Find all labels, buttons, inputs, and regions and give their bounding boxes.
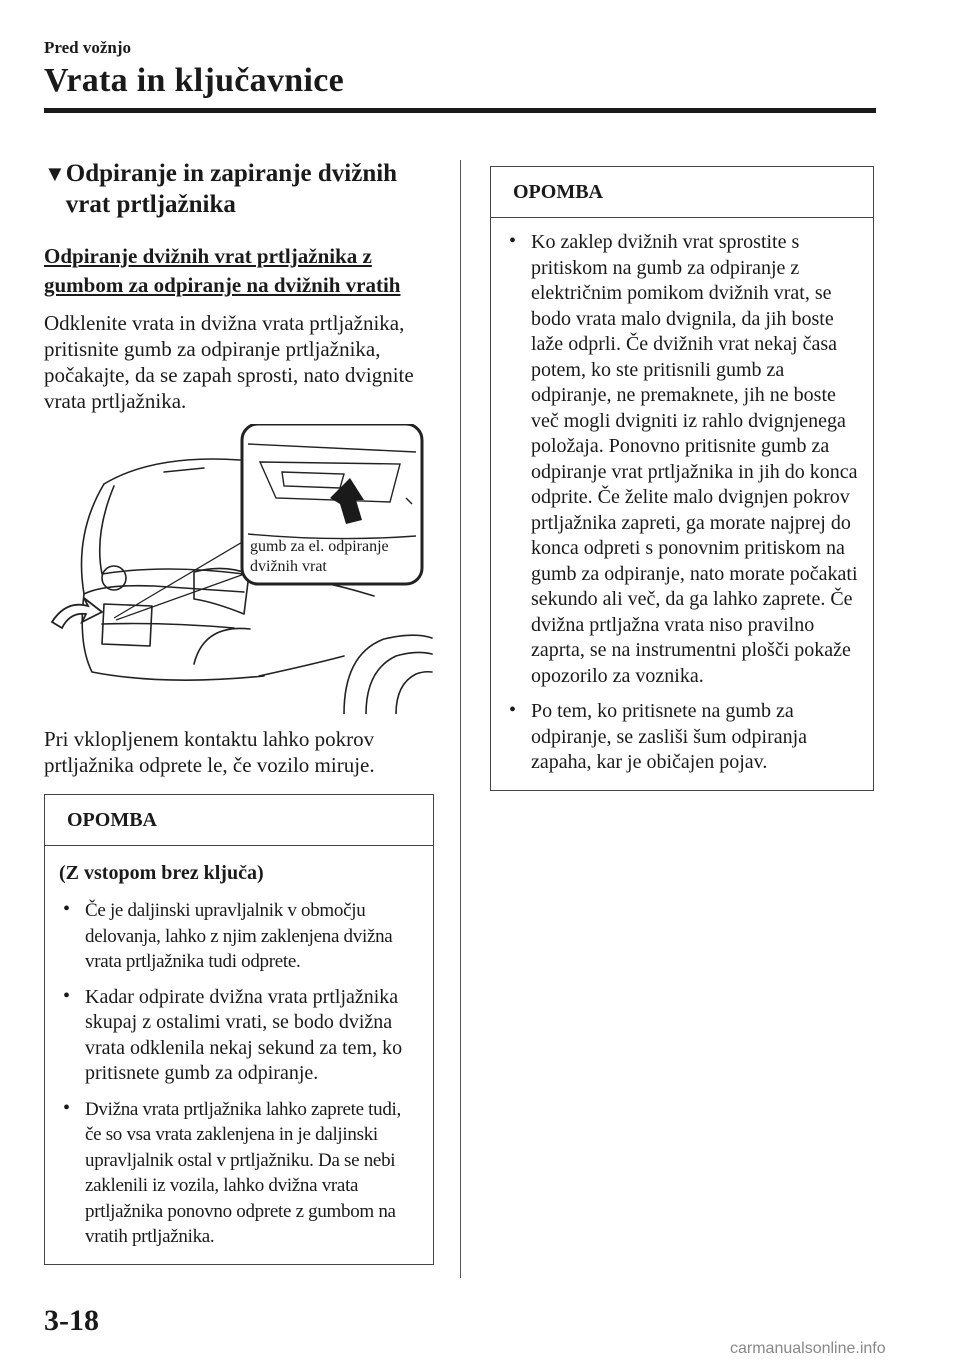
- left-column: [44, 158, 434, 1265]
- bullet-icon: •: [509, 699, 517, 721]
- note-body: [45, 846, 433, 1264]
- page-title: Vrata in ključavnice: [44, 62, 345, 99]
- breadcrumb: Pred vožnjo: [44, 38, 132, 57]
- title-rule: [44, 108, 876, 113]
- list-item-text: Ko zaklep dvižnih vrat sprostite s pritiskom na gumb za odpiranje z električnim pomikom dvižnih vrat, se bodo vrata malo dvignila, da jih boste laže odprli. Če dvižnih vrat nekaj časa potem, ko ste pritisnili gumb za odpiranje, ne premaknete, jih ne boste več mogli dvigniti iz rahlo dvignjenega položaja. Ponovno pritisnite gumb za odpiranje vrat prtljažnika in jih do konca odprite. Če želite malo dvignjen pokrov prtljažnika zapreti, ga morate najprej do konca odpreti s ponovnim pritiskom na gumb za odpiranje, nato morate počakati sekundo ali več, da ga lahko zaprete. Če dvižna prtljažna vrata niso pravilno zaprta, se na instrumentni plošči pokaže opozorilo za voznika.: [531, 231, 858, 687]
- note-box-left: [44, 794, 434, 1265]
- list-item-text: Po tem, ko pritisnete na gumb za odpiranje, se zasliši šum odpiranja zapaha, kar je običajen pojav.: [531, 700, 808, 773]
- triangle-down-icon: ▼: [44, 161, 66, 186]
- note-box-right: [490, 166, 874, 791]
- note-body: [491, 218, 873, 790]
- bullet-icon: •: [63, 1096, 70, 1119]
- callout-line-2: dvižnih vrat: [250, 558, 327, 575]
- list-item: [505, 699, 859, 776]
- note-header: OPOMBA: [45, 795, 433, 846]
- ignition-paragraph: Pri vklopljenem kontaktu lahko pokrov prtljažnika odprete le, če vozilo miruje.: [44, 727, 375, 777]
- list-item: [59, 898, 419, 975]
- section-heading: [44, 158, 434, 220]
- bullet-icon: •: [63, 984, 71, 1007]
- watermark[interactable]: carmanualsonline.info: [730, 1340, 886, 1357]
- bullet-icon: •: [509, 230, 517, 252]
- list-item: [59, 985, 419, 1087]
- column-divider: [460, 160, 461, 1278]
- list-item-text: Dvižna vrata prtljažnika lahko zaprete tudi, če so vsa vrata zaklenjena in je daljinski upravljalnik ostal v prtljažniku. Da se nebi zaklenili iz vozila, lahko dvižna vrata prtljažnika ponovno odprete z gumbom na vratih prtljažnika.: [85, 1098, 401, 1247]
- sub-heading: Odpiranje dvižnih vrat prtljažnika z gumbom za odpiranje na dvižnih vratih: [44, 244, 401, 297]
- page-number: 3-18: [44, 1304, 99, 1337]
- right-column: [490, 166, 874, 791]
- note-header: OPOMBA: [491, 167, 873, 218]
- section-heading-text: Odpiranje in zapiranje dvižnih vrat prtljažnika: [65, 160, 398, 218]
- bullet-icon: •: [63, 898, 70, 920]
- figure-callout: [250, 537, 389, 577]
- list-item: [59, 1097, 419, 1250]
- list-item-text: Kadar odpirate dvižna vrata prtljažnika skupaj z ostalimi vrati, se bodo dvižna vrata odklenila nekaj sekund za tem, ko pritisnete gumb za odpiranje.: [85, 985, 403, 1084]
- list-item: [505, 230, 859, 689]
- callout-line-1: gumb za el. odpiranje: [250, 538, 389, 555]
- intro-paragraph: Odklenite vrata in dvižna vrata prtljažnika, pritisnite gumb za odpiranje prtljažnika, počakajte, da se zapah sprosti, nato dvignite vrata prtljažnika.: [44, 311, 414, 413]
- tailgate-illustration: [44, 424, 434, 714]
- note-subheading: (Z vstopom brez ključa): [59, 862, 264, 884]
- list-item-text: Če je daljinski upravljalnik v območju delovanja, lahko z njim zaklenjena dvižna vrata prtljažnika tudi odprete.: [85, 900, 393, 972]
